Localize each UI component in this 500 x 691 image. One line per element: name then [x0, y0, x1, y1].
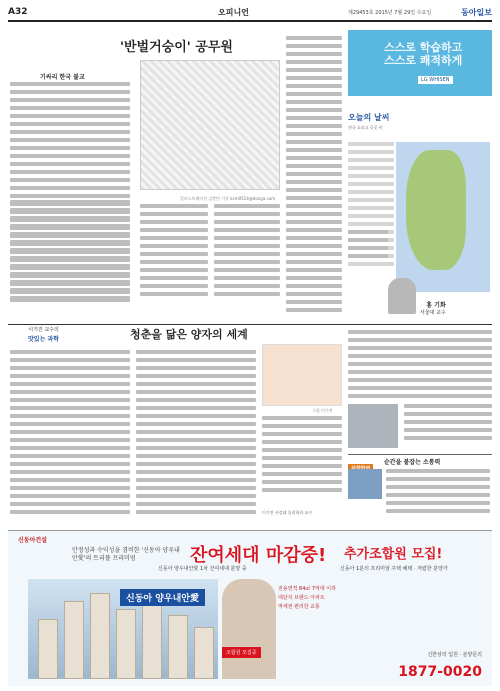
ad-line-1: 스스로 학습하고 — [384, 41, 463, 54]
issue-date: 제29453호 2015년 7월 29일 수요일 — [348, 10, 432, 16]
article1-title: '반벌거숭이' 공무원 — [120, 40, 233, 55]
column-right-text — [348, 230, 388, 262]
article1-body-col4 — [214, 204, 280, 300]
ad-sub-headline: 신동아 양우내안愛 1차 잔여세대 분양 중 — [158, 566, 247, 572]
weather-map — [396, 142, 490, 292]
side-photo — [348, 404, 398, 448]
ad-phone-label: 신한상의 입원 · 분양문의 — [427, 652, 482, 658]
side-column-text — [348, 330, 492, 402]
ad-phone-number[interactable]: 1877-0020 — [398, 664, 482, 680]
ad-models-photo — [222, 579, 276, 679]
article2-body-col1 — [10, 350, 130, 518]
ad-tag: 조합원 모집중 — [222, 647, 261, 658]
benefit-item: 전용면적 84㎡ 7억대 이하 — [278, 586, 336, 592]
ad-headline: 잔여세대 마감중! — [190, 545, 327, 566]
article1-body-col3 — [140, 204, 208, 300]
author-affiliation: 서울대 교수 — [420, 310, 446, 316]
article2-author: 이기진 서강대 물리학과 교수 — [262, 510, 313, 515]
illustration2-caption: 그림 이기진 — [312, 408, 333, 413]
benefit-item: 역세권 편리한 교통 — [278, 604, 320, 610]
article1-body-col5 — [286, 36, 342, 316]
article2-title: 청춘을 닮은 양자의 세계 — [130, 328, 248, 341]
article1-illustration — [140, 60, 280, 190]
apartment-ad[interactable] — [8, 530, 492, 686]
article2-body-col2 — [136, 350, 256, 518]
ad-right-sub: 신동아 1분의 프리미엄 주택 혜택 · 저렴한 분양가 — [340, 566, 448, 572]
weather-summary: 전국 흐리고 곳곳 비 — [348, 125, 383, 130]
ad-benefits — [278, 585, 478, 612]
korea-map-shape — [406, 150, 466, 270]
illustration-caption: 일러스트레이션 김충민 기자 kcm0514@donga.com — [180, 196, 276, 201]
article1-byline: 기싸리 한국 불교 — [40, 74, 85, 81]
section-title: 오피니언 — [218, 8, 249, 17]
ad-copy: 안정성과 수익성을 겸비한 '신동아 양우내안愛'의 트리플 프리미엄 — [72, 547, 180, 562]
author-name: 홍 기화 — [426, 302, 446, 309]
article2-illustration — [262, 344, 342, 406]
author-box1 — [420, 300, 446, 316]
ad-brand-logo: 신동아건설 — [18, 537, 47, 544]
ad-right-headline: 추가조합원 모집! — [344, 547, 443, 562]
article1-body-col2 — [10, 200, 130, 304]
section-divider — [8, 324, 492, 325]
side-box-image — [348, 469, 382, 499]
side-box-text — [386, 469, 490, 517]
air-conditioner-ad[interactable] — [348, 30, 492, 96]
column-name: 이기진 교수의 — [28, 327, 59, 333]
author-photo — [388, 278, 416, 314]
column-title: 맛있는 과학 — [28, 335, 60, 343]
side-box-heading: 순간을 붙잡는 소통력 — [384, 459, 441, 466]
newspaper-header — [8, 6, 492, 22]
newspaper-logo: 동아일보 — [461, 8, 492, 17]
side-photo-text — [404, 404, 492, 444]
side-column-box — [348, 454, 492, 524]
ad-brand: LG WHISEN — [418, 76, 453, 84]
benefit-item: 대단지 브랜드 아파트 — [278, 595, 325, 601]
ad-line-2: 스스로 쾌적하게 — [384, 53, 463, 67]
weather-title: 오늘의 날씨 — [348, 113, 390, 122]
ad-promo-banner: 신동아 양우내안愛 — [120, 589, 205, 606]
article2-body-col3 — [262, 416, 342, 496]
page-number: A32 — [8, 7, 28, 17]
column-tag — [28, 327, 59, 344]
weather-box — [348, 112, 492, 318]
